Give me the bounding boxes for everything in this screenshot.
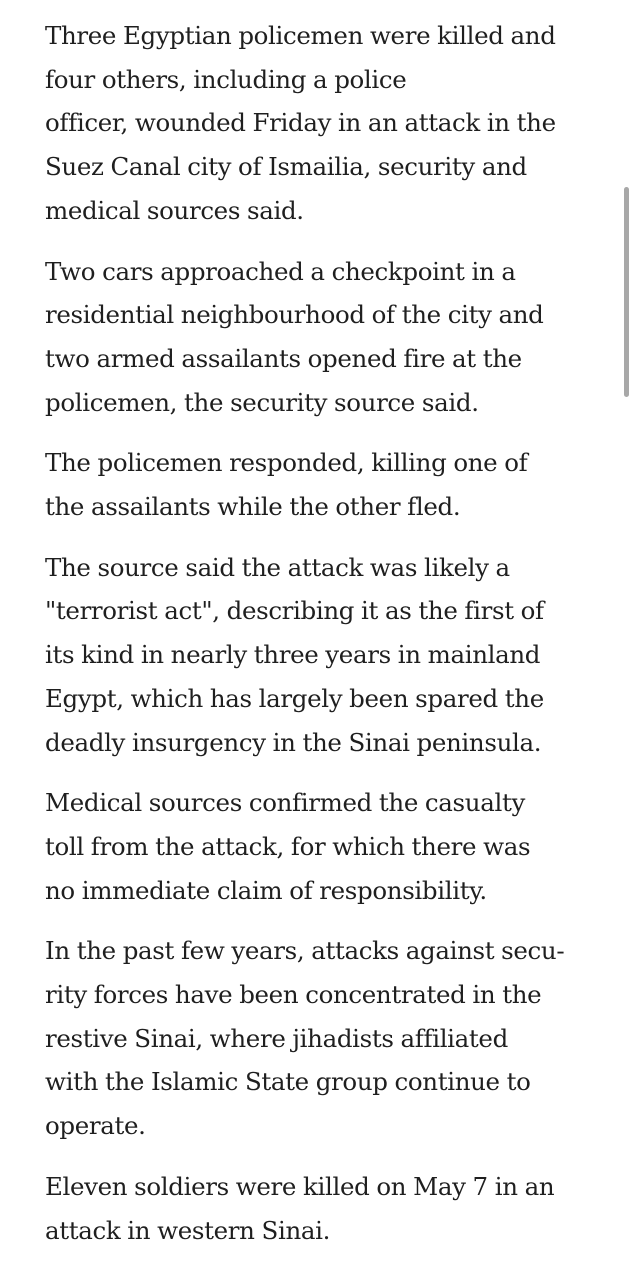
paragraph-2: Two cars approached a checkpoint in a residential neighbourhood of the city and two armed assailants opened fire at the policemen, the security source said. <box>45 256 544 417</box>
paragraph-1: Three Egyptian policemen were killed and four others, including a police officer, wounded Friday in an attack in the Suez Canal city of Ismailia, security and medical sources said. <box>45 21 556 225</box>
article-body <box>45 14 593 1269</box>
paragraph-6: In the past few years, attacks against secu- rity forces have been concentrated in the restive Sinai, where jihadists affiliated with the Islamic State group continue to operate. <box>45 936 565 1141</box>
vertical-scrollbar[interactable] <box>624 187 629 397</box>
paragraph-5: Medical sources confirmed the casualty toll from the attack, for which there was no immediate claim of responsibility. <box>45 788 531 905</box>
paragraph-3: The policemen responded, killing one of the assailants while the other fled. <box>45 448 528 522</box>
paragraph-4: The source said the attack was likely a "terrorist act", describing it as the first of its kind in nearly three years in mainland Egypt, which has largely been spared the deadly insurgency in the Sinai peninsula. <box>45 552 544 757</box>
paragraph-7: Eleven soldiers were killed on May 7 in an attack in western Sinai. <box>45 1171 555 1245</box>
